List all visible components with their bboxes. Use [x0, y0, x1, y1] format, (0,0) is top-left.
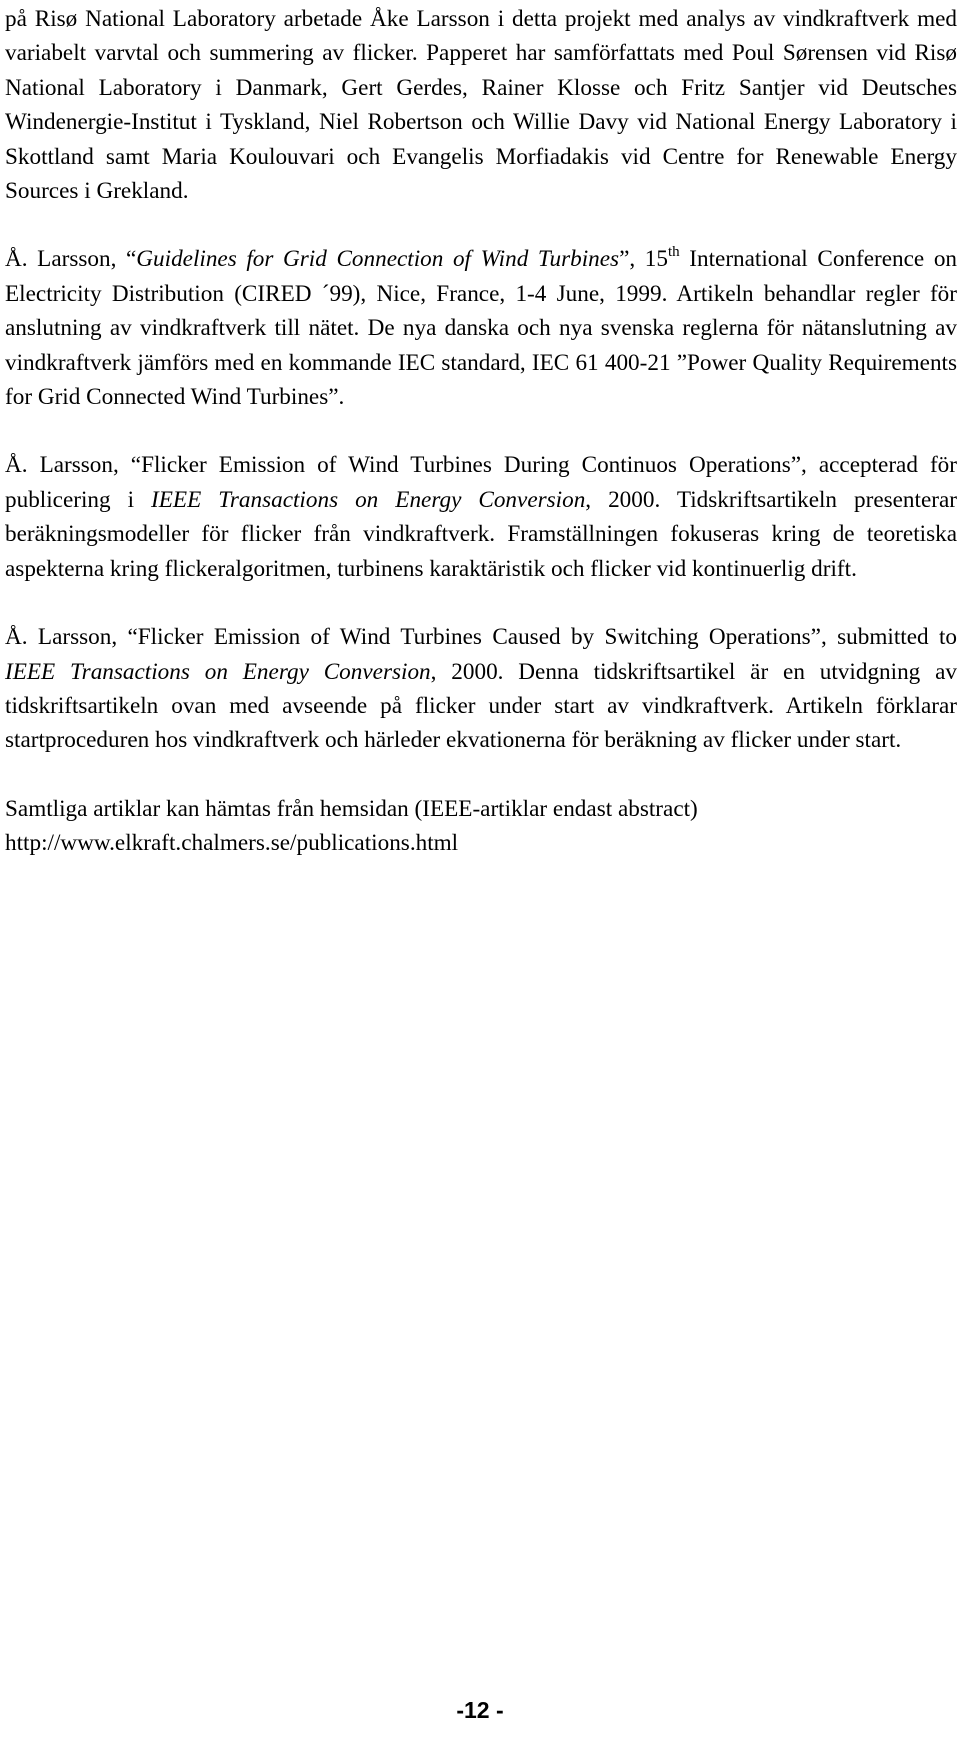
text-segment: ”, 15	[619, 246, 668, 273]
document-page	[5, 0, 957, 895]
paragraph-risoe-collaboration	[5, 2, 957, 208]
text-segment: , 2000. Denna tidskriftsartikel är en utvidgning av tidskriftsartikeln ovan med avseende på flicker under start av vindkraftverk. Artikeln förklarar startproceduren hos vindkraftverk och härleder ekvationerna för beräkning av flicker under start.	[5, 658, 957, 754]
paragraph-flicker-continuous	[5, 448, 957, 586]
paragraph-flicker-switching	[5, 620, 957, 758]
journal-title-italic: IEEE Transactions on Energy Conversion	[5, 658, 431, 685]
text-segment: Å. Larsson, “Flicker Emission of Wind Turbines During Continuos Operations”, accepterad för publicering i	[5, 452, 957, 513]
paragraph-download-info	[5, 792, 957, 861]
journal-title-italic: IEEE Transactions on Energy Conversion	[151, 486, 586, 513]
page-number: -12 -	[456, 1697, 504, 1723]
text-segment: på Risø National Laboratory arbetade Åke Larsson i detta projekt med analys av vindkraftverk med variabelt varvtal och summering av flicker. Papperet har samförfattats med Poul Sørensen vid Risø National Laboratory i Danmark, Gert Gerdes, Rainer Klosse och Fritz Santjer vid Deutsches Windenergie-Institut i Tyskland, Niel Robertson och Willie Davy vid National Energy Laboratory i Skottland samt Maria Koulouvari och Evangelis Morfiadakis vid Centre for Renewable Energy Sources i Grekland.	[5, 6, 957, 205]
paper-title-italic: Guidelines for Grid Connection of Wind Turbines	[136, 246, 620, 273]
ordinal-superscript: th	[667, 244, 680, 261]
text-segment: Samtliga artiklar kan hämtas från hemsidan (IEEE-artiklar endast abstract) http://www.elkraft.chalmers.se/publications.html	[5, 795, 698, 857]
paragraph-cired-guidelines	[5, 242, 957, 414]
text-segment: Å. Larsson, “Flicker Emission of Wind Turbines Caused by Switching Operations”, submitted to	[5, 624, 957, 651]
text-segment: , 2000. Tidskriftsartikeln presenterar beräkningsmodeller för flicker från vindkraftverk. Framställningen fokuseras kring de teoretiska aspekterna kring flickeralgoritmen, turbinens karaktäristik och flicker vid kontinuerlig drift.	[5, 486, 957, 582]
text-segment: Å. Larsson, “	[5, 246, 137, 273]
text-segment: International Conference on Electricity Distribution (CIRED ´99), Nice, France, 1-4 June, 1999. Artikeln behandlar regler för anslutning av vindkraftverk till nätet. De nya danska och nya svenska reglerna för nätanslutning av vindkraftverk jämförs med en kommande IEC standard, IEC 61 400-21 ”Power Quality Requirements for Grid Connected Wind Turbines”.	[5, 246, 958, 411]
